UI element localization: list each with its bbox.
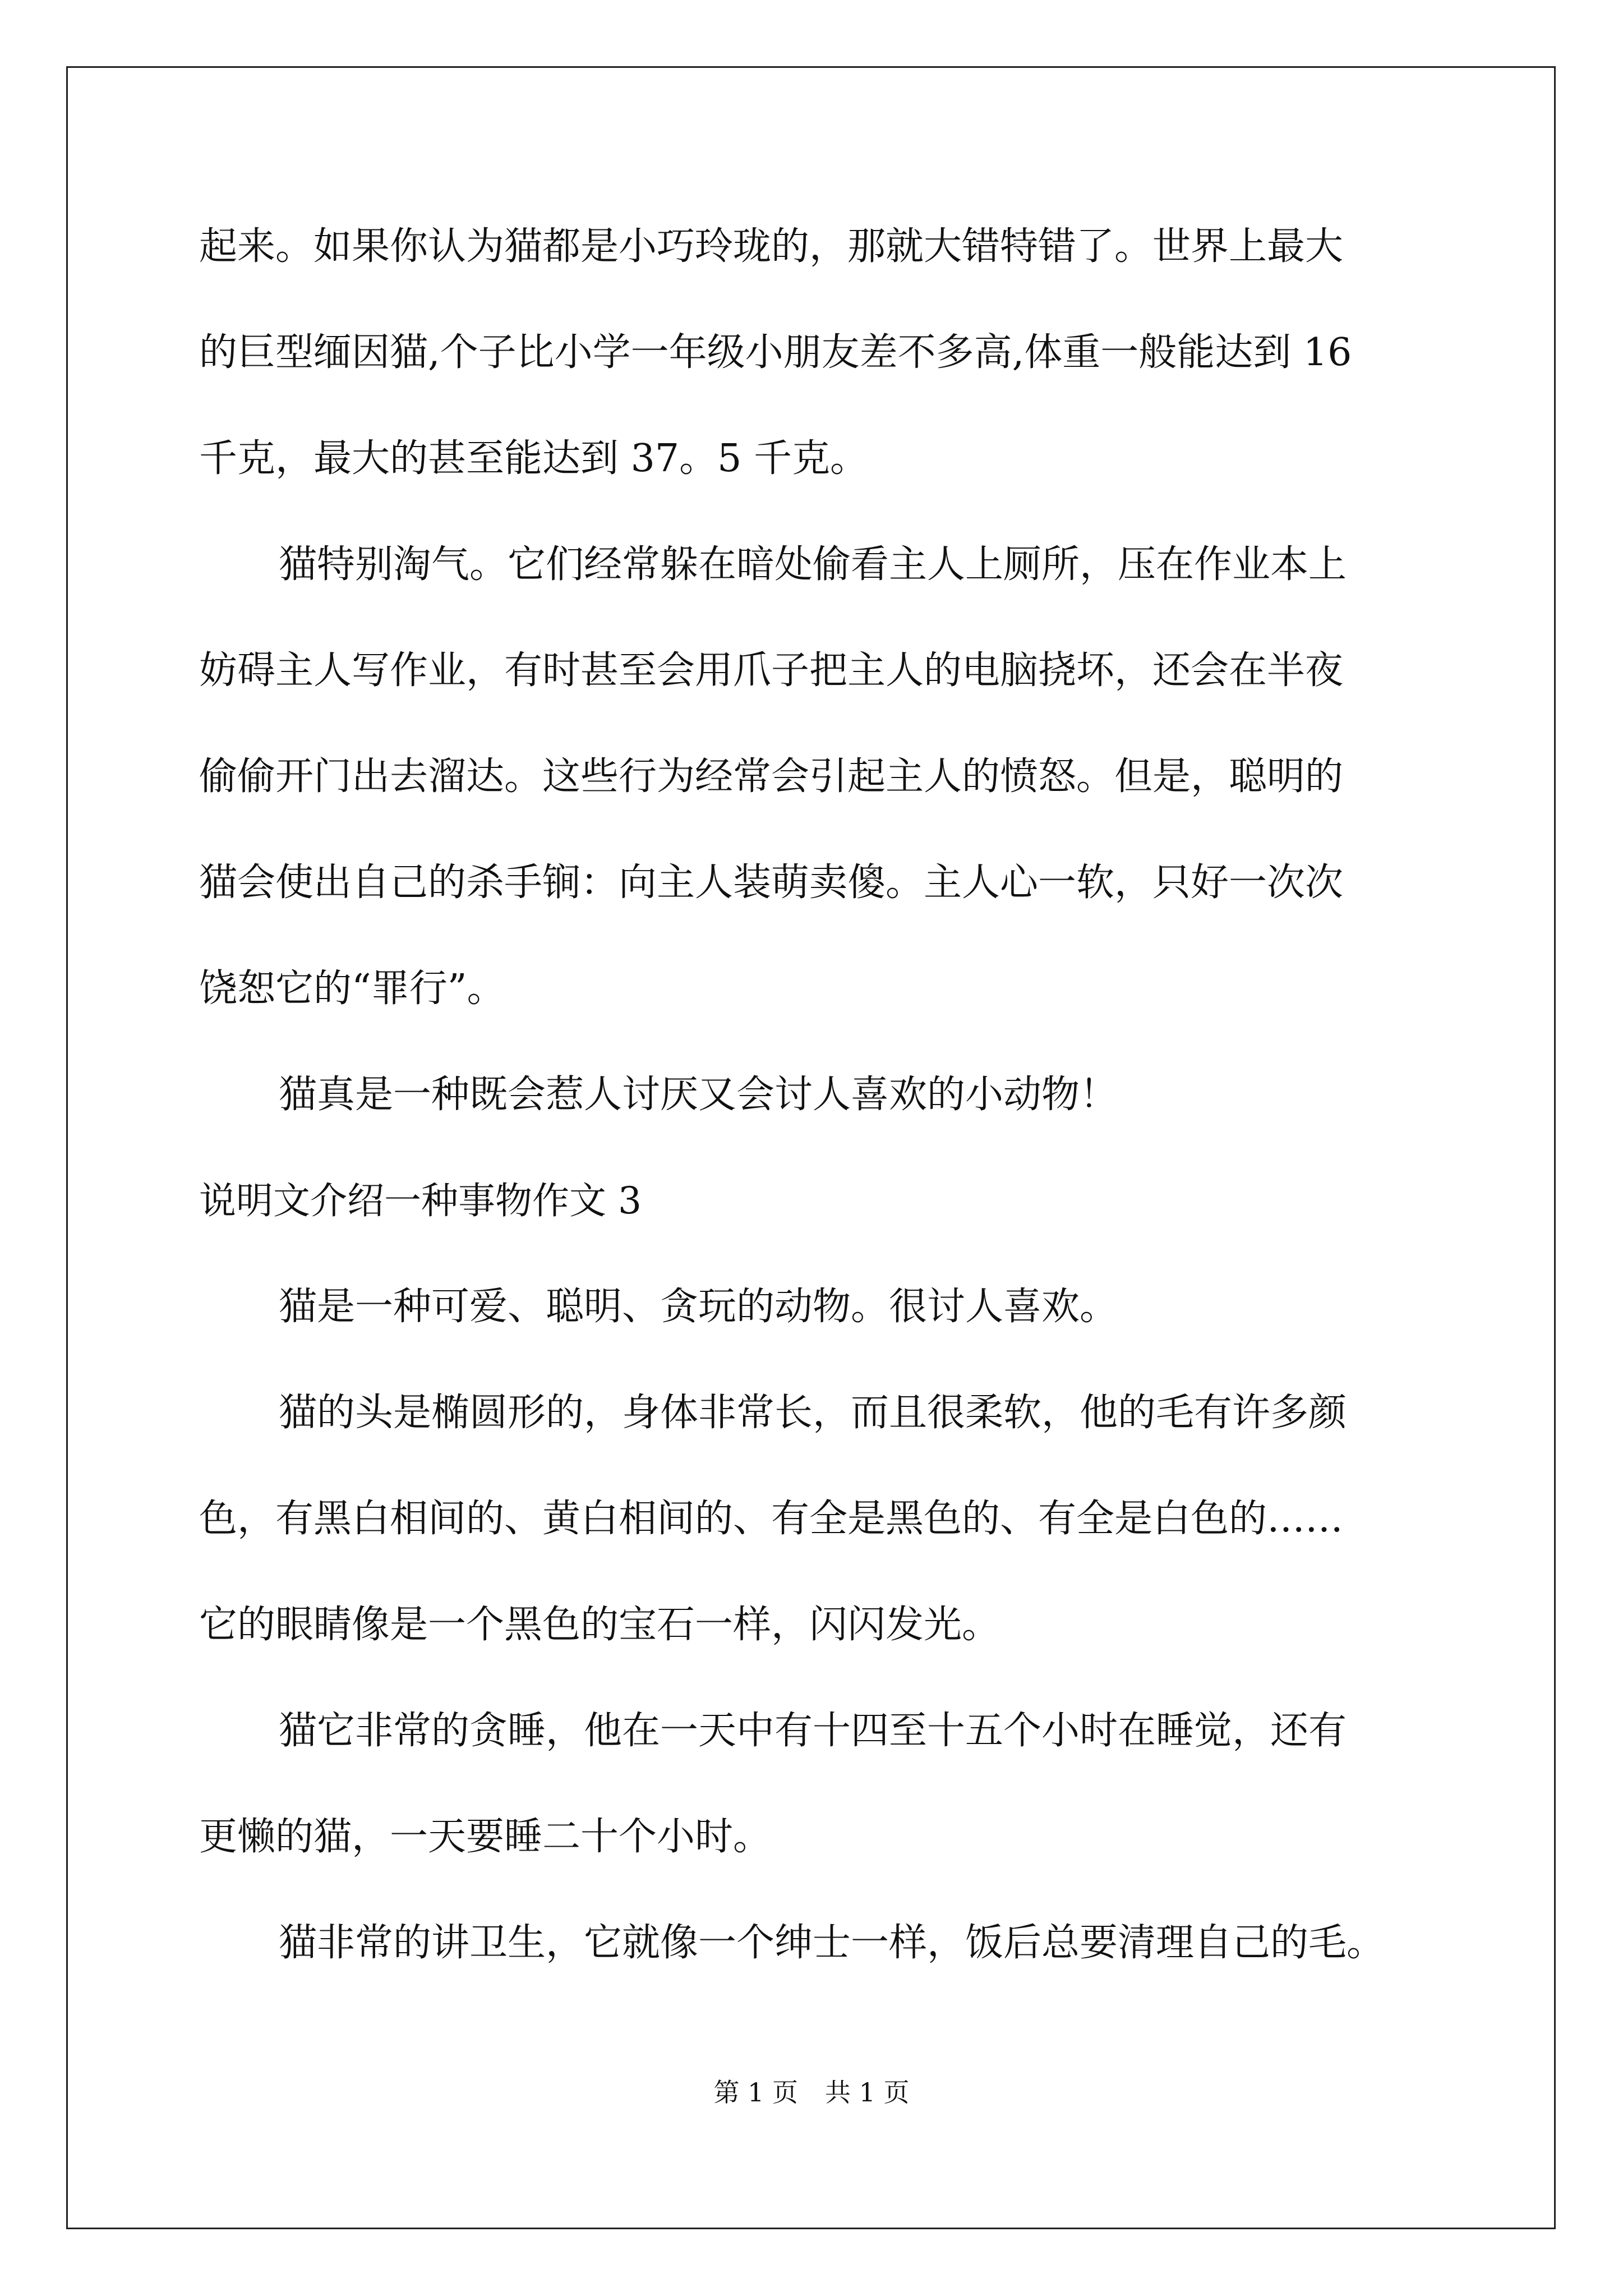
paragraph-start: 猫真是一种既会惹人讨厌又会讨人喜欢的小动物！ bbox=[279, 1073, 1118, 1117]
paragraph-start: 猫的头是椭圆形的，身体非常长，而且很柔软，他的毛有许多颜 bbox=[279, 1391, 1347, 1435]
page-number: 第 1 页 bbox=[713, 2077, 798, 2108]
text-line: 色，有黑白相间的、黄白相间的、有全是黑色的、有全是白色的…… bbox=[199, 1497, 1344, 1541]
text-line: 猫会使出自己的杀手锏：向主人装萌卖傻。主人心一软，只好一次次 bbox=[199, 861, 1344, 905]
paragraph-start: 猫特别淘气。它们经常躲在暗处偷看主人上厕所，压在作业本上 bbox=[279, 542, 1347, 587]
page-total: 共 1 页 bbox=[825, 2077, 910, 2108]
document-body bbox=[199, 208, 1427, 2010]
text-line: 更懒的猫，一天要睡二十个小时。 bbox=[199, 1815, 772, 1859]
text-line: 起来。如果你认为猫都是小巧玲珑的，那就大错特错了。世界上最大 bbox=[199, 224, 1344, 269]
paragraph-start: 猫是一种可爱、聪明、贪玩的动物。很讨人喜欢。 bbox=[279, 1285, 1118, 1329]
text-line: 饶恕它的“罪行”。 bbox=[199, 967, 505, 1011]
text-line: 它的眼睛像是一个黑色的宝石一样，闪闪发光。 bbox=[199, 1603, 1000, 1647]
paragraph-start: 猫它非常的贪睡，他在一天中有十四至十五个小时在睡觉，还有 bbox=[279, 1709, 1347, 1753]
text-line: 的巨型缅因猫,个子比小学一年级小朋友差不多高,体重一般能达到 16 bbox=[199, 330, 1352, 375]
section-heading: 说明文介绍一种事物作文 3 bbox=[199, 1179, 642, 1222]
text-line: 偷偷开门出去溜达。这些行为经常会引起主人的愤怒。但是，聪明的 bbox=[199, 754, 1344, 799]
text-line: 妨碍主人写作业，有时甚至会用爪子把主人的电脑挠坏，还会在半夜 bbox=[199, 648, 1344, 693]
page-footer bbox=[0, 2076, 1623, 2109]
text-line: 千克，最大的甚至能达到 37。5 千克。 bbox=[199, 436, 869, 481]
paragraph-start: 猫非常的讲卫生，它就像一个绅士一样，饭后总要清理自己的毛。 bbox=[279, 1921, 1385, 1965]
